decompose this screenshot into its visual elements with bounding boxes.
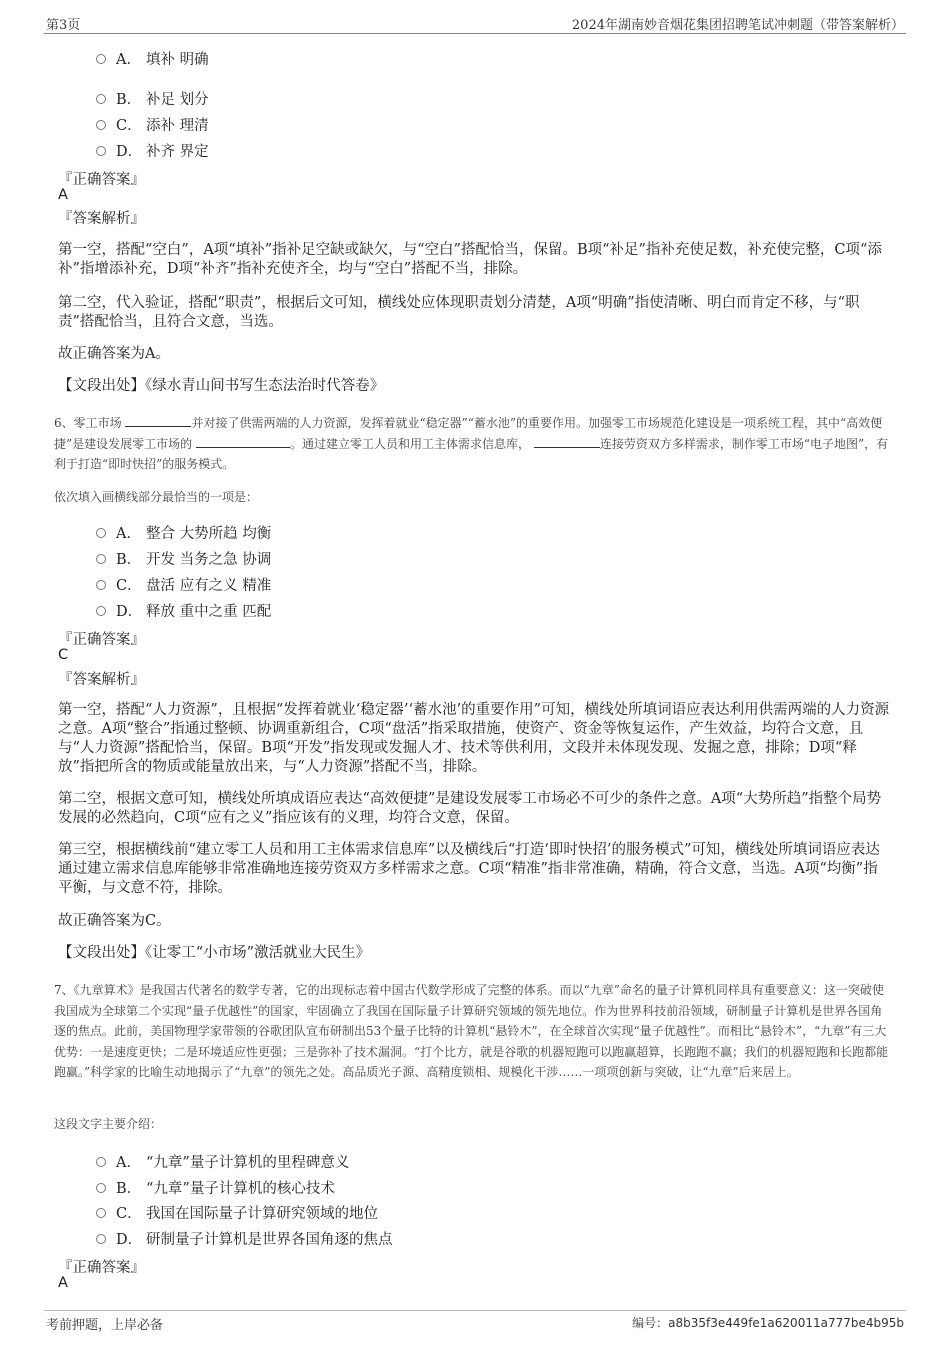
analysis-label: 『答案解析』: [58, 672, 145, 688]
correct-answer-label: 『正确答案』: [58, 172, 145, 188]
correct-answer-value: C: [58, 647, 69, 663]
footer-slogan: 考前押题，上岸必备: [46, 1318, 164, 1333]
correct-answer-label: 『正确答案』: [58, 1260, 145, 1276]
question-prompt: 依次填入画横线部分最恰当的一项是：: [54, 490, 259, 504]
analysis-paragraph: 第一空，搭配“空白”，A项“填补”指补足空缺或缺欠，与“空白”搭配恰当，保留。B项“补足”指补充使足数，补充使完整，C项“添补”指增添补充，D项“补齐”指补充使齐全，均与“空白”搭配不当，排除。: [58, 242, 882, 277]
source-citation: 【文段出处】《让零工“小市场”激活就业大民生》: [58, 945, 371, 961]
radio-icon[interactable]: [96, 120, 106, 130]
analysis-paragraph: 第一空，搭配“人力资源”，且根据“发挥着就业‘稳定器’‘蓄水池’的重要作用”可知，横线处所填词语应表达利用供需两端的人力资源之意。A项“整合”指通过整顿、协调重新组合，C项“盘活”指采取措施，使资产、资金等恢复运作，产生效益，均符合文意，且与“人力资源”搭配恰当，保留。B项“开发”指发现或发掘人才、技术等供利用，文段并未体现发现、发掘之意，排除；D项“释放”指把所含的物质或能量放出来，与“人力资源”搭配不当，排除。: [58, 702, 890, 775]
analysis-conclusion: 故正确答案为C。: [58, 913, 171, 929]
analysis-label: 『答案解析』: [58, 211, 145, 227]
analysis-paragraph: 第二空，代入验证，搭配“职责”，根据后文可知，横线处应体现职责划分清楚，A项“明确”指使清晰、明白而肯定不移，与“职责”搭配恰当，且符合文意，当选。: [58, 295, 860, 330]
question-text: 7、《九章算术》是我国古代著名的数学专著，它的出现标志着中国古代数学形成了完整的体系。而以“九章”命名的量子计算机同样具有重要意义：这一突破使我国成为全球第二个实现“量子优越性”的国家，牢固确立了我国在国际量子计算研究领域的领先地位。作为世界科技前沿领域，研制量子计算机是世界各国角逐的焦点。此前，美国物理学家带领的谷歌团队宣布研制出53个量子比特的计算机“悬铃木”，在全球首次实现“量子优越性”。而相比“悬铃木”，“九章”有三大优势：一是速度更快；二是环境适应性更强；三是弥补了技术漏洞。“打个比方，就是谷歌的机器短跑可以跑赢超算，长跑跑不赢；我们的机器短跑和长跑都能跑赢。”科学家的比喻生动地揭示了“九章”的领先之处。高品质光子源、高精度锁相、规模化干涉……一项项创新与突破，让“九章”后来居上。: [54, 983, 889, 1079]
correct-answer-value: A: [58, 187, 68, 203]
q7-option-a[interactable]: A． “九章”量子计算机的里程碑意义: [96, 1151, 349, 1172]
fill-blank: [196, 435, 290, 448]
radio-icon[interactable]: [96, 580, 106, 590]
fill-blank: [125, 414, 191, 427]
q5-option-c[interactable]: C． 添补 理清: [96, 114, 209, 135]
header-divider: [44, 33, 906, 34]
fill-blank: [534, 435, 600, 448]
radio-icon[interactable]: [96, 94, 106, 104]
radio-icon[interactable]: [96, 1157, 106, 1167]
q5-option-a[interactable]: A． 填补 明确: [96, 48, 209, 69]
q5-option-d[interactable]: D． 补齐 界定: [96, 140, 209, 161]
q7-option-b[interactable]: B． “九章”量子计算机的核心技术: [96, 1177, 335, 1198]
document-code: 编号：a8b35f3e449fe1a620011a777be4b95b: [632, 1316, 904, 1330]
radio-icon[interactable]: [96, 1208, 106, 1218]
q7-option-c[interactable]: C． 我国在国际量子计算研究领域的地位: [96, 1202, 378, 1223]
question-prompt: 这段文字主要介绍：: [54, 1117, 163, 1131]
q6-option-c[interactable]: C． 盘活 应有之义 精准: [96, 574, 271, 595]
radio-icon[interactable]: [96, 606, 106, 616]
page-number: 第3页: [46, 18, 81, 33]
radio-icon[interactable]: [96, 146, 106, 156]
radio-icon[interactable]: [96, 528, 106, 538]
q6-option-b[interactable]: B． 开发 当务之急 协调: [96, 548, 271, 569]
radio-icon[interactable]: [96, 54, 106, 64]
radio-icon[interactable]: [96, 554, 106, 564]
radio-icon[interactable]: [96, 1183, 106, 1193]
q7-option-d[interactable]: D． 研制量子计算机是世界各国角逐的焦点: [96, 1228, 393, 1249]
question-text: 6、零工市场 并对接了供需两端的人力资源，发挥着就业“稳定器”“蓄水池”的重要作用。加强零工市场规范化建设是一项系统工程，其中“高效便捷”是建设发展零工市场的 。通过建立零工人员和用工主体需求信息库， 连接劳资双方多样需求，制作零工市场“电子地图”，有利于打造“即时快招”的服务模式。: [54, 416, 889, 471]
footer-divider: [44, 1310, 906, 1311]
correct-answer-value: A: [58, 1275, 68, 1291]
analysis-paragraph: 第三空，根据横线前“建立零工人员和用工主体需求信息库”以及横线后“打造‘即时快招’的服务模式”可知，横线处所填词语应表达通过建立需求信息库能够非常准确地连接劳资双方多样需求之意。C项“精准”指非常准确，精确，符合文意，当选。A项“均衡”指平衡，与文意不符，排除。: [58, 842, 880, 896]
source-citation: 【文段出处】《绿水青山间书写生态法治时代答卷》: [58, 378, 385, 394]
q6-option-d[interactable]: D． 释放 重中之重 匹配: [96, 600, 271, 621]
q6-option-a[interactable]: A． 整合 大势所趋 均衡: [96, 522, 271, 543]
radio-icon[interactable]: [96, 1234, 106, 1244]
analysis-conclusion: 故正确答案为A。: [58, 346, 170, 362]
q5-option-b[interactable]: B． 补足 划分: [96, 88, 209, 109]
analysis-paragraph: 第二空，根据文意可知，横线处所填成语应表达“高效便捷”是建设发展零工市场必不可少的条件之意。A项“大势所趋”指整个局势发展的必然趋向，C项“应有之义”指应该有的义理，均符合文意，保留。: [58, 791, 882, 826]
document-title: 2024年湖南妙音烟花集团招聘笔试冲刺题（带答案解析）: [571, 18, 904, 33]
correct-answer-label: 『正确答案』: [58, 632, 145, 648]
